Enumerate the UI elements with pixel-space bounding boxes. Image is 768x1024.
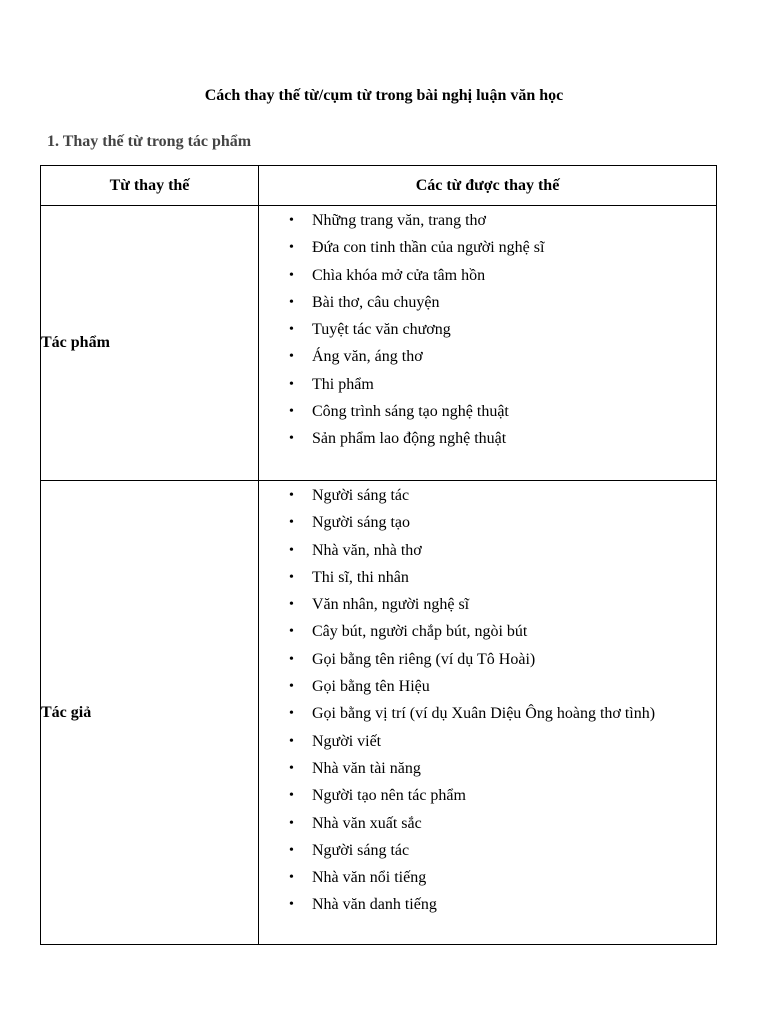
list-item: • Nhà văn nổi tiếng — [312, 864, 716, 891]
column-header-term: Từ thay thế — [41, 166, 259, 206]
list-item: • Nhà văn tài năng — [312, 755, 716, 782]
replacement-words-table — [40, 165, 717, 945]
list-item: • Người sáng tác — [312, 482, 716, 509]
list-item: • Cây bút, người chắp bút, ngòi bút — [312, 618, 716, 645]
list-item: • Gọi bằng vị trí (ví dụ Xuân Diệu Ông hoàng thơ tình) — [312, 700, 716, 727]
section-heading: 1. Thay thế từ trong tác phẩm — [47, 133, 252, 150]
list-item: • Sản phẩm lao động nghệ thuật — [312, 425, 716, 452]
list-item: • Những trang văn, trang thơ — [312, 207, 716, 234]
page-title: Cách thay thế từ/cụm từ trong bài nghị luận văn học — [204, 87, 564, 104]
list-item: • Người sáng tạo — [312, 509, 716, 536]
replacement-list — [259, 482, 716, 919]
list-item: • Nhà văn danh tiếng — [312, 891, 716, 918]
replacement-list — [259, 207, 716, 453]
list-item: • Gọi bằng tên Hiệu — [312, 673, 716, 700]
list-item: • Thi sĩ, thi nhân — [312, 564, 716, 591]
list-item: • Gọi bằng tên riêng (ví dụ Tô Hoài) — [312, 646, 716, 673]
list-item: • Áng văn, áng thơ — [312, 343, 716, 370]
table-row — [41, 481, 717, 945]
list-item: • Người sáng tác — [312, 837, 716, 864]
table-row — [41, 206, 717, 481]
list-item: • Tuyệt tác văn chương — [312, 316, 716, 343]
table-header-row — [41, 166, 717, 206]
row-replacements — [259, 481, 717, 945]
list-item: • Đứa con tinh thần của người nghệ sĩ — [312, 234, 716, 261]
column-header-replacements: Các từ được thay thế — [259, 166, 717, 206]
list-item: • Người tạo nên tác phẩm — [312, 782, 716, 809]
list-item: • Người viết — [312, 728, 716, 755]
list-item: • Bài thơ, câu chuyện — [312, 289, 716, 316]
list-item: • Thi phẩm — [312, 371, 716, 398]
list-item: • Nhà văn, nhà thơ — [312, 537, 716, 564]
row-term: Tác giả — [41, 481, 259, 945]
list-item: • Văn nhân, người nghệ sĩ — [312, 591, 716, 618]
list-item: • Nhà văn xuất sắc — [312, 810, 716, 837]
list-item: • Công trình sáng tạo nghệ thuật — [312, 398, 716, 425]
row-term: Tác phẩm — [41, 206, 259, 481]
row-replacements — [259, 206, 717, 481]
list-item: • Chìa khóa mở cửa tâm hồn — [312, 262, 716, 289]
